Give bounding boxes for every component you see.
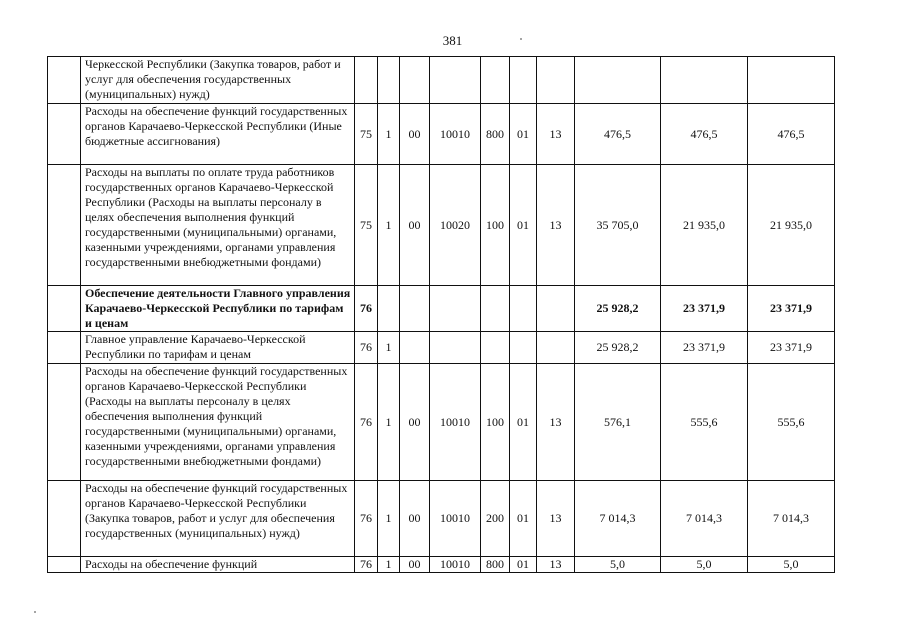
amount-cell: 7 014,3 bbox=[575, 481, 661, 557]
code-cell: 76 bbox=[355, 332, 378, 364]
row-name: Расходы на обеспечение функций государственных органов Карачаево-Черкесской Республики (Иные бюджетные ассигнования) bbox=[81, 104, 355, 165]
amount-cell: 21 935,0 bbox=[661, 165, 748, 286]
row-name: Расходы на обеспечение функций bbox=[81, 557, 355, 573]
amount-cell: 7 014,3 bbox=[661, 481, 748, 557]
amount-cell bbox=[575, 57, 661, 104]
page-number: 381 bbox=[442, 33, 463, 48]
amount-cell: 5,0 bbox=[661, 557, 748, 573]
table-row bbox=[48, 165, 835, 286]
table-row bbox=[48, 481, 835, 557]
table-row bbox=[48, 104, 835, 165]
code-cell bbox=[510, 286, 537, 332]
code-cell: 13 bbox=[537, 104, 575, 165]
code-cell: 200 bbox=[481, 481, 510, 557]
code-cell: 01 bbox=[510, 557, 537, 573]
code-cell: 13 bbox=[537, 165, 575, 286]
code-cell: 10010 bbox=[430, 481, 481, 557]
amount-cell: 476,5 bbox=[661, 104, 748, 165]
amount-cell: 23 371,9 bbox=[661, 286, 748, 332]
code-cell bbox=[430, 332, 481, 364]
amount-cell bbox=[661, 57, 748, 104]
amount-cell: 5,0 bbox=[575, 557, 661, 573]
amount-cell: 35 705,0 bbox=[575, 165, 661, 286]
amount-cell: 476,5 bbox=[575, 104, 661, 165]
code-cell: 13 bbox=[537, 481, 575, 557]
row-name: Расходы на обеспечение функций государственных органов Карачаево-Черкесской Республики (Закупка товаров, работ и услуг для обеспечения государственных (муниципальных) нужд) bbox=[81, 481, 355, 557]
code-cell bbox=[378, 57, 400, 104]
scan-speck bbox=[520, 38, 522, 40]
code-cell: 01 bbox=[510, 364, 537, 481]
row-name: Расходы на обеспечение функций государственных органов Карачаево-Черкесской Республики (Расходы на выплаты персоналу в целях обеспечения выполнения функций государственными (муниципальными) органами, казенными учреждениями, органами управления государственными внебюджетными фондами) bbox=[81, 364, 355, 481]
code-cell: 75 bbox=[355, 104, 378, 165]
row-marker-cell bbox=[48, 286, 81, 332]
code-cell: 1 bbox=[378, 481, 400, 557]
amount-cell bbox=[748, 57, 835, 104]
amount-cell: 25 928,2 bbox=[575, 286, 661, 332]
scan-speck bbox=[34, 611, 36, 613]
code-cell: 01 bbox=[510, 104, 537, 165]
code-cell bbox=[400, 286, 430, 332]
code-cell: 01 bbox=[510, 165, 537, 286]
row-marker-cell bbox=[48, 364, 81, 481]
code-cell bbox=[537, 57, 575, 104]
table-row bbox=[48, 332, 835, 364]
amount-cell: 476,5 bbox=[748, 104, 835, 165]
code-cell: 10020 bbox=[430, 165, 481, 286]
row-marker-cell bbox=[48, 557, 81, 573]
code-cell bbox=[400, 57, 430, 104]
code-cell bbox=[430, 286, 481, 332]
amount-cell: 576,1 bbox=[575, 364, 661, 481]
code-cell: 1 bbox=[378, 557, 400, 573]
code-cell: 76 bbox=[355, 286, 378, 332]
row-name: Главное управление Карачаево-Черкесской Республики по тарифам и ценам bbox=[81, 332, 355, 364]
code-cell: 13 bbox=[537, 557, 575, 573]
code-cell: 10010 bbox=[430, 557, 481, 573]
code-cell: 1 bbox=[378, 104, 400, 165]
table-row bbox=[48, 57, 835, 104]
amount-cell: 23 371,9 bbox=[661, 332, 748, 364]
budget-table bbox=[47, 56, 835, 573]
amount-cell: 25 928,2 bbox=[575, 332, 661, 364]
code-cell: 13 bbox=[537, 364, 575, 481]
code-cell bbox=[400, 332, 430, 364]
code-cell bbox=[481, 286, 510, 332]
amount-cell: 23 371,9 bbox=[748, 332, 835, 364]
code-cell: 01 bbox=[510, 481, 537, 557]
code-cell: 75 bbox=[355, 165, 378, 286]
code-cell: 00 bbox=[400, 557, 430, 573]
amount-cell: 23 371,9 bbox=[748, 286, 835, 332]
row-marker-cell bbox=[48, 165, 81, 286]
code-cell: 800 bbox=[481, 557, 510, 573]
row-name: Расходы на выплаты по оплате труда работников государственных органов Карачаево-Черкесской Республики (Расходы на выплаты персоналу в целях обеспечения выполнения функций государственными (муниципальными) органами, казенными учреждениями, органами управления государственными внебюджетными фондами) bbox=[81, 165, 355, 286]
row-name: Обеспечение деятельности Главного управления Карачаево-Черкесской Республики по тарифам и ценам bbox=[81, 286, 355, 332]
code-cell: 76 bbox=[355, 364, 378, 481]
row-marker-cell bbox=[48, 104, 81, 165]
code-cell: 100 bbox=[481, 165, 510, 286]
code-cell bbox=[355, 57, 378, 104]
code-cell: 1 bbox=[378, 364, 400, 481]
code-cell: 10010 bbox=[430, 364, 481, 481]
code-cell: 00 bbox=[400, 104, 430, 165]
table-row bbox=[48, 557, 835, 573]
code-cell: 800 bbox=[481, 104, 510, 165]
code-cell bbox=[537, 332, 575, 364]
code-cell bbox=[510, 332, 537, 364]
amount-cell: 5,0 bbox=[748, 557, 835, 573]
code-cell: 1 bbox=[378, 165, 400, 286]
code-cell: 10010 bbox=[430, 104, 481, 165]
code-cell: 76 bbox=[355, 557, 378, 573]
code-cell: 100 bbox=[481, 364, 510, 481]
amount-cell: 21 935,0 bbox=[748, 165, 835, 286]
row-marker-cell bbox=[48, 57, 81, 104]
code-cell bbox=[430, 57, 481, 104]
code-cell: 00 bbox=[400, 481, 430, 557]
code-cell bbox=[481, 57, 510, 104]
row-marker-cell bbox=[48, 481, 81, 557]
code-cell: 00 bbox=[400, 364, 430, 481]
amount-cell: 7 014,3 bbox=[748, 481, 835, 557]
code-cell bbox=[537, 286, 575, 332]
code-cell bbox=[378, 286, 400, 332]
code-cell bbox=[481, 332, 510, 364]
amount-cell: 555,6 bbox=[661, 364, 748, 481]
code-cell bbox=[510, 57, 537, 104]
table-row bbox=[48, 364, 835, 481]
code-cell: 76 bbox=[355, 481, 378, 557]
row-marker-cell bbox=[48, 332, 81, 364]
amount-cell: 555,6 bbox=[748, 364, 835, 481]
code-cell: 1 bbox=[378, 332, 400, 364]
table-row-section bbox=[48, 286, 835, 332]
code-cell: 00 bbox=[400, 165, 430, 286]
row-name: Черкесской Республики (Закупка товаров, работ и услуг для обеспечения государственных (муниципальных) нужд) bbox=[81, 57, 355, 104]
